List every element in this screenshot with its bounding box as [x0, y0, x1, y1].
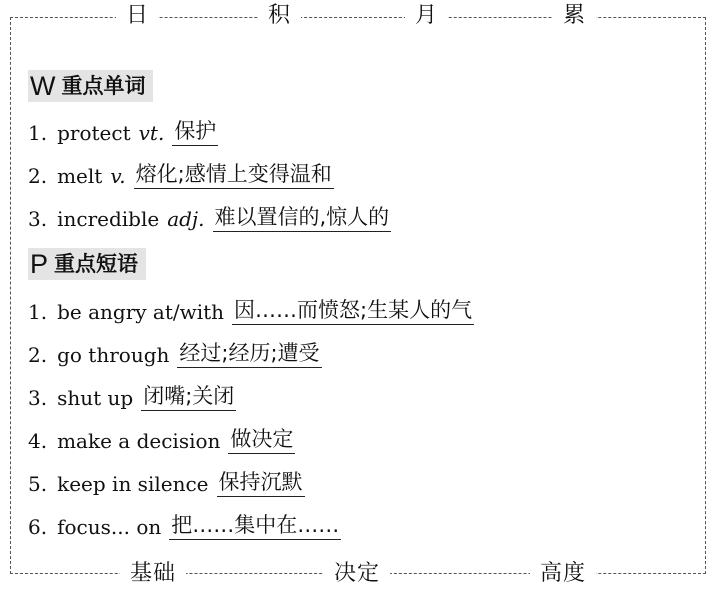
header-label-ji: 积 — [258, 2, 301, 30]
answer-text: 难以置信的,惊人的 — [213, 204, 392, 232]
header-label-yue: 月 — [405, 2, 448, 30]
answer-text: 把……集中在…… — [169, 512, 341, 540]
item-english: go through — [57, 343, 170, 367]
footer-label-jichu: 基础 — [120, 560, 186, 588]
part-of-speech: vt. — [138, 121, 165, 145]
phrase-item — [28, 506, 341, 540]
phrase-item — [28, 334, 322, 368]
item-number: 3. — [28, 386, 48, 410]
item-english: incredible — [57, 207, 160, 231]
item-english: be angry at/with — [57, 300, 225, 324]
item-english: focus... on — [57, 515, 162, 539]
item-number: 5. — [28, 472, 48, 496]
answer-text: 熔化;感情上变得温和 — [134, 161, 334, 189]
phrase-item — [28, 463, 305, 497]
section-letter-p: P — [30, 249, 49, 279]
part-of-speech: v. — [110, 164, 126, 188]
header-label-lei: 累 — [553, 2, 596, 30]
word-item — [28, 112, 218, 146]
answer-text: 做决定 — [228, 426, 295, 454]
section-title-words: 重点单词 — [61, 74, 146, 98]
phrase-item — [28, 291, 474, 325]
item-number: 1. — [28, 300, 48, 324]
part-of-speech: adj. — [167, 207, 205, 231]
answer-text: 经过;经历;遭受 — [177, 340, 321, 368]
answer-text: 因……而愤怒;生某人的气 — [232, 297, 474, 325]
answer-text: 保护 — [172, 118, 218, 146]
word-item — [28, 155, 334, 189]
footer-label-gaodu: 高度 — [530, 560, 596, 588]
section-header-words — [28, 70, 153, 102]
word-item — [28, 198, 391, 232]
item-english: make a decision — [57, 429, 221, 453]
item-english: keep in silence — [57, 472, 209, 496]
section-title-phrases: 重点短语 — [54, 252, 139, 276]
section-header-phrases — [28, 248, 146, 280]
item-number: 2. — [28, 343, 48, 367]
section-letter-w: W — [30, 71, 56, 101]
item-number: 3. — [28, 207, 48, 231]
item-english: shut up — [57, 386, 134, 410]
item-english: melt — [57, 164, 103, 188]
item-number: 1. — [28, 121, 48, 145]
footer-label-jueding: 决定 — [324, 560, 390, 588]
item-english: protect — [57, 121, 131, 145]
item-number: 6. — [28, 515, 48, 539]
phrase-item — [28, 420, 295, 454]
answer-text: 保持沉默 — [217, 469, 305, 497]
answer-text: 闭嘴;关闭 — [141, 383, 236, 411]
item-number: 4. — [28, 429, 48, 453]
phrase-item — [28, 377, 236, 411]
header-label-ri: 日 — [116, 2, 159, 30]
item-number: 2. — [28, 164, 48, 188]
